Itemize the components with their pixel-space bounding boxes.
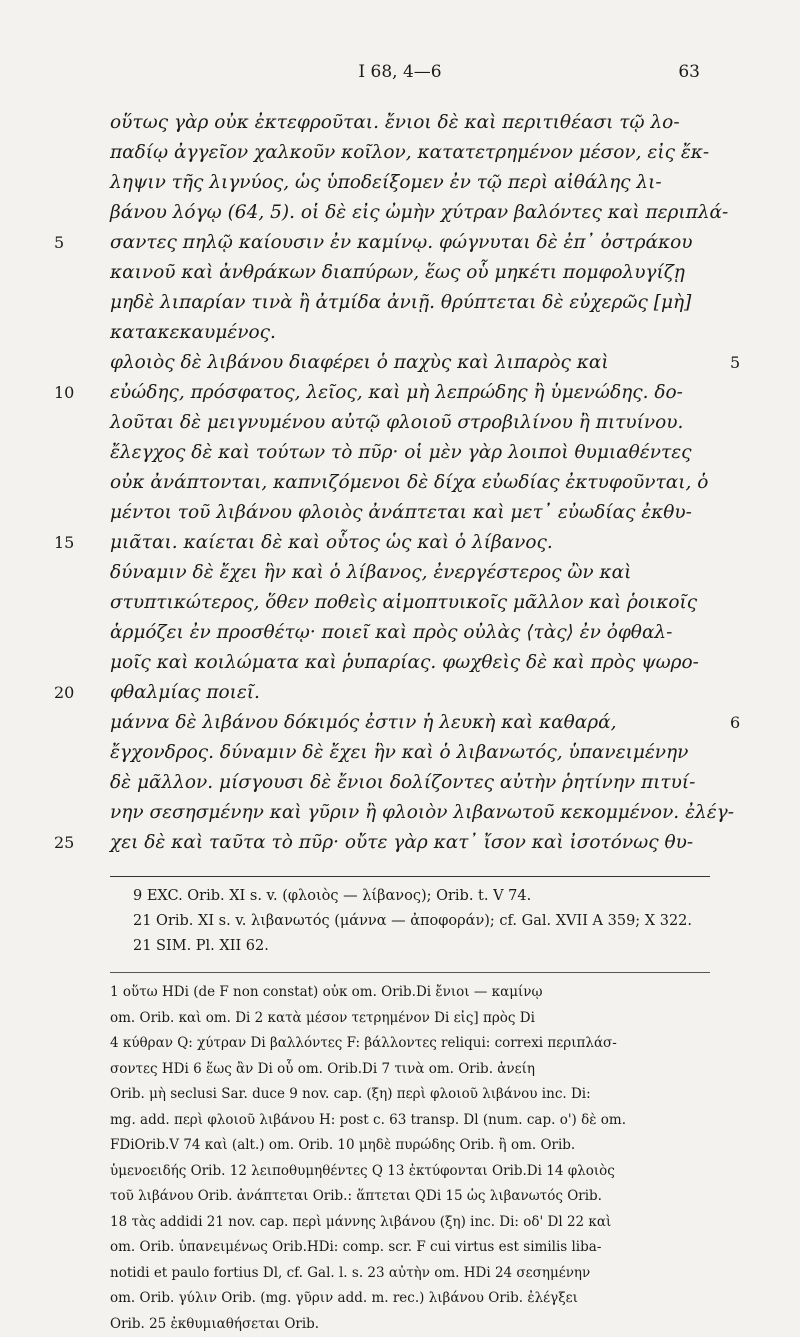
text-line: δύναμιν δὲ ἔχει ἣν καὶ ὁ λίβανος, ἐνεργέστερος ὢν καὶ: [110, 558, 710, 588]
testimonium-line: 21 Orib. XI s. v. λιβανωτός (μάννα — ἀποφοράν); cf. Gal. XVII A 359; X 322.: [133, 909, 692, 934]
line-number: 10: [54, 378, 94, 408]
apparatus-line: σοντες HDi 6 ἕως ἂν Di οὗ om. Orib.Di 7 τινὰ om. Orib. ἀνείη: [110, 1057, 710, 1083]
apparatus-line: ὑμενοειδής Orib. 12 λειποθυμηθέντες Q 13 ἐκτύφονται Orib.Di 14 φλοιὸς: [110, 1159, 710, 1185]
apparatus-line: 18 τὰς addidi 21 nov. cap. περὶ μάννης λιβάνου (ξη) inc. Di: οδ' Dl 22 καὶ: [110, 1210, 710, 1236]
running-header: [0, 62, 800, 86]
testimonium-line: 9 EXC. Orib. XI s. v. (φλοιὸς — λίβανος); Orib. t. V 74.: [133, 884, 531, 909]
text-line: μηδὲ λιπαρίαν τινὰ ἢ ἀτμίδα ἀνιῇ. θρύπτεται δὲ εὐχερῶς [μὴ]: [110, 288, 710, 318]
text-line: σαντες πηλῷ καίουσιν ἐν καμίνῳ. φώγνυται δὲ ἐπ᾿ ὀστράκου: [110, 228, 710, 258]
text-line: ἁρμόζει ἐν προσθέτῳ· ποιεῖ καὶ πρὸς οὐλὰς ⟨τὰς⟩ ἐν ὀφθαλ-: [110, 618, 710, 648]
apparatus-line: 4 κύθραν Q: χύτραν Di βαλλόντες F: βάλλοντες reliqui: correxi περιπλάσ-: [110, 1031, 710, 1057]
text-line: ληψιν τῆς λιγνύος, ὡς ὑποδείξομεν ἐν τῷ περὶ αἰθάλης λι-: [110, 168, 710, 198]
text-line: λοῦται δὲ μειγνυμένου αὐτῷ φλοιοῦ στροβιλίνου ἢ πιτυίνου.: [110, 408, 710, 438]
page-number: 63: [678, 62, 700, 82]
text-line: καινοῦ καὶ ἀνθράκων διαπύρων, ἕως οὗ μηκέτι πομφολυγίζῃ: [110, 258, 710, 288]
margin-reference-number: 5: [730, 348, 770, 378]
line-number: 5: [54, 228, 94, 258]
text-line: μάννα δὲ λιβάνου δόκιμός ἐστιν ἡ λευκὴ καὶ καθαρά,: [110, 708, 710, 738]
text-line: φλοιὸς δὲ λιβάνου διαφέρει ὁ παχὺς καὶ λιπαρὸς καὶ: [110, 348, 710, 378]
text-line: νην σεσησμένην καὶ γῦριν ἢ φλοιὸν λιβανωτοῦ κεκομμένον. ἐλέγ-: [110, 798, 710, 828]
text-line: οὐκ ἀνάπτονται, καπνιζόμενοι δὲ δίχα εὐωδίας ἐκτυφοῦνται, ὁ: [110, 468, 710, 498]
apparatus-divider: [110, 972, 710, 973]
text-line: κατακεκαυμένος.: [110, 318, 710, 348]
text-line: οὕτως γὰρ οὐκ ἐκτεφροῦται. ἔνιοι δὲ καὶ περιτιθέασι τῷ λο-: [110, 108, 710, 138]
text-line: μοῖς καὶ κοιλώματα καὶ ῥυπαρίας. φωχθεὶς δὲ καὶ πρὸς ψωρο-: [110, 648, 710, 678]
apparatus-line: Orib. 25 ἐκθυμιαθήσεται Orib.: [110, 1312, 710, 1337]
apparatus-line: Orib. μὴ seclusi Sar. duce 9 nov. cap. (ξη) περὶ φλοιοῦ λιβάνου inc. Di:: [110, 1082, 710, 1108]
margin-reference-number: 6: [730, 708, 770, 738]
text-line: παδίῳ ἀγγεῖον χαλκοῦν κοῖλον, κατατετρημένον μέσον, εἰς ἔκ-: [110, 138, 710, 168]
line-number: 15: [54, 528, 94, 558]
running-header-reference: I 68, 4—6: [0, 62, 800, 82]
text-line: χει δὲ καὶ ταῦτα τὸ πῦρ· οὔτε γὰρ κατ᾿ ἴσον καὶ ἰσοτόνως θυ-: [110, 828, 710, 858]
apparatus-line: om. Orib. γύλιν Orib. (mg. γῦριν add. m. rec.) λιβάνου Orib. ἐλέγξει: [110, 1286, 710, 1312]
apparatus-line: notidi et paulo fortius Dl, cf. Gal. l. s. 23 αὐτὴν om. HDi 24 σεσημένην: [110, 1261, 710, 1287]
line-number: 25: [54, 828, 94, 858]
apparatus-line: mg. add. περὶ φλοιοῦ λιβάνου H: post c. 63 transp. Dl (num. cap. ο') δὲ om.: [110, 1108, 710, 1134]
apparatus-line: om. Orib. ὑπανειμένως Orib.HDi: comp. scr. F cui virtus est similis liba-: [110, 1235, 710, 1261]
text-line: ἔλεγχος δὲ καὶ τούτων τὸ πῦρ· οἱ μὲν γὰρ λοιποὶ θυμιαθέντες: [110, 438, 710, 468]
apparatus-line: FDiOrib.V 74 καὶ (alt.) om. Orib. 10 μηδὲ πυρώδης Orib. ἢ om. Orib.: [110, 1133, 710, 1159]
testimonium-line: 21 SIM. Pl. XII 62.: [133, 934, 269, 959]
text-line: στυπτικώτερος, ὅθεν ποθεὶς αἱμοπτυικοῖς μᾶλλον καὶ ῥοικοῖς: [110, 588, 710, 618]
line-number: 20: [54, 678, 94, 708]
text-line: βάνου λόγῳ (64, 5). οἱ δὲ εἰς ὠμὴν χύτραν βαλόντες καὶ περιπλά-: [110, 198, 710, 228]
text-line: μιᾶται. καίεται δὲ καὶ οὗτος ὡς καὶ ὁ λίβανος.: [110, 528, 710, 558]
text-line: εὐώδης, πρόσφατος, λεῖος, καὶ μὴ λεπρώδης ἢ ὑμενώδης. δο-: [110, 378, 710, 408]
apparatus-line: τοῦ λιβάνου Orib. ἀνάπτεται Orib.: ἅπτεται QDi 15 ὡς λιβανωτός Orib.: [110, 1184, 710, 1210]
text-line: δὲ μᾶλλον. μίσγουσι δὲ ἔνιοι δολίζοντες αὐτὴν ῥητίνην πιτυί-: [110, 768, 710, 798]
text-line: φθαλμίας ποιεῖ.: [110, 678, 710, 708]
text-line: ἔγχονδρος. δύναμιν δὲ ἔχει ἣν καὶ ὁ λιβανωτός, ὑπανειμένην: [110, 738, 710, 768]
apparatus-line: om. Orib. καὶ om. Di 2 κατὰ μέσον τετρημένον Di εἰς] πρὸς Di: [110, 1006, 710, 1032]
apparatus-line: 1 οὕτω HDi (de F non constat) οὐκ om. Orib.Di ἔνιοι — καμίνῳ: [110, 980, 710, 1006]
text-line: μέντοι τοῦ λιβάνου φλοιὸς ἀνάπτεται καὶ μετ᾿ εὐωδίας ἐκθυ-: [110, 498, 710, 528]
main-text-divider: [110, 876, 710, 877]
